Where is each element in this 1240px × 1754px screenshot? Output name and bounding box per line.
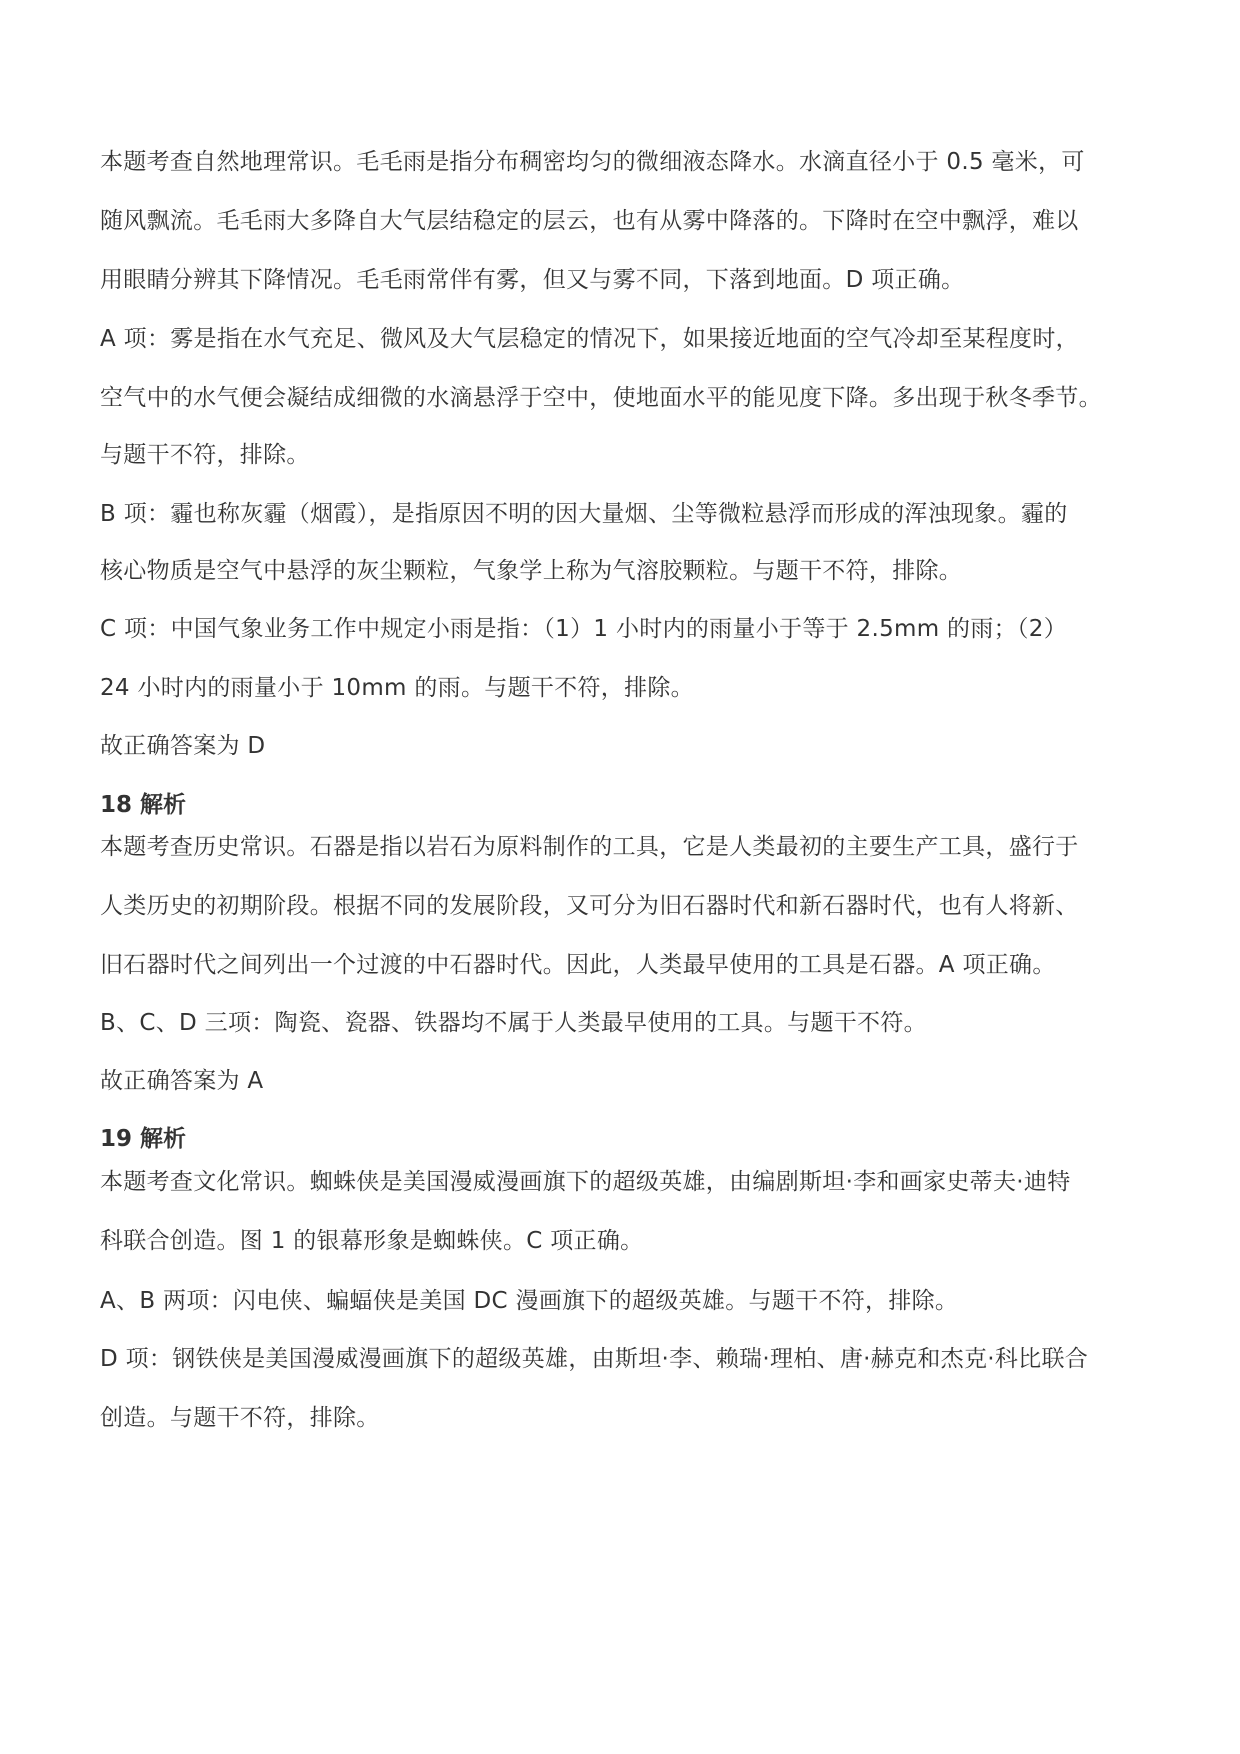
paragraph-line: 人类历史的初期阶段。根据不同的发展阶段，又可分为旧石器时代和新石器时代，也有人将新、 xyxy=(100,893,1079,919)
paragraph-line: 空气中的水气便会凝结成细微的水滴悬浮于空中，使地面水平的能见度下降。多出现于秋冬季节。 xyxy=(100,385,1102,411)
paragraph-line: 科联合创造。图 1 的银幕形象是蜘蛛侠。C 项正确。 xyxy=(100,1228,644,1254)
paragraph-line: 旧石器时代之间列出一个过渡的中石器时代。因此，人类最早使用的工具是石器。A 项正确。 xyxy=(100,952,1056,978)
paragraph-line: B 项：霾也称灰霾（烟霞），是指原因不明的因大量烟、尘等微粒悬浮而形成的浑浊现象。霾的 xyxy=(100,501,1068,527)
answer-line: 故正确答案为 A xyxy=(100,1068,264,1094)
paragraph-line: B、C、D 三项：陶瓷、瓷器、铁器均不属于人类最早使用的工具。与题干不符。 xyxy=(100,1010,927,1036)
paragraph-line: 本题考查自然地理常识。毛毛雨是指分布稠密均匀的微细液态降水。水滴直径小于 0.5 毫米，可 xyxy=(100,149,1085,175)
paragraph-line: 核心物质是空气中悬浮的灰尘颗粒，气象学上称为气溶胶颗粒。与题干不符，排除。 xyxy=(100,558,963,584)
paragraph-line: 随风飘流。毛毛雨大多降自大气层结稳定的层云，也有从雾中降落的。下降时在空中飘浮，难以 xyxy=(100,208,1079,234)
paragraph-line: 与题干不符，排除。 xyxy=(100,442,310,468)
paragraph-line: C 项：中国气象业务工作中规定小雨是指：（1）1 小时内的雨量小于等于 2.5mm 的雨；（2） xyxy=(100,616,1067,642)
paragraph-line: 本题考查历史常识。石器是指以岩石为原料制作的工具，它是人类最初的主要生产工具，盛行于 xyxy=(100,834,1079,860)
section-heading: 18 解析 xyxy=(100,792,187,818)
paragraph-line: 创造。与题干不符，排除。 xyxy=(100,1405,380,1431)
section-heading: 19 解析 xyxy=(100,1126,187,1152)
paragraph-line: A 项：雾是指在水气充足、微风及大气层稳定的情况下，如果接近地面的空气冷却至某程度时， xyxy=(100,326,1079,352)
answer-line: 故正确答案为 D xyxy=(100,733,266,759)
paragraph-line: A、B 两项：闪电侠、蝙蝠侠是美国 DC 漫画旗下的超级英雄。与题干不符，排除。 xyxy=(100,1288,959,1314)
paragraph-line: 24 小时内的雨量小于 10mm 的雨。与题干不符，排除。 xyxy=(100,675,694,701)
paragraph-line: D 项：钢铁侠是美国漫威漫画旗下的超级英雄，由斯坦·李、赖瑞·理柏、唐·赫克和杰克·科比联合 xyxy=(100,1346,1089,1372)
paragraph-line: 本题考查文化常识。蜘蛛侠是美国漫威漫画旗下的超级英雄，由编剧斯坦·李和画家史蒂夫·迪特 xyxy=(100,1169,1071,1195)
paragraph-line: 用眼睛分辨其下降情况。毛毛雨常伴有雾，但又与雾不同，下落到地面。D 项正确。 xyxy=(100,267,965,293)
